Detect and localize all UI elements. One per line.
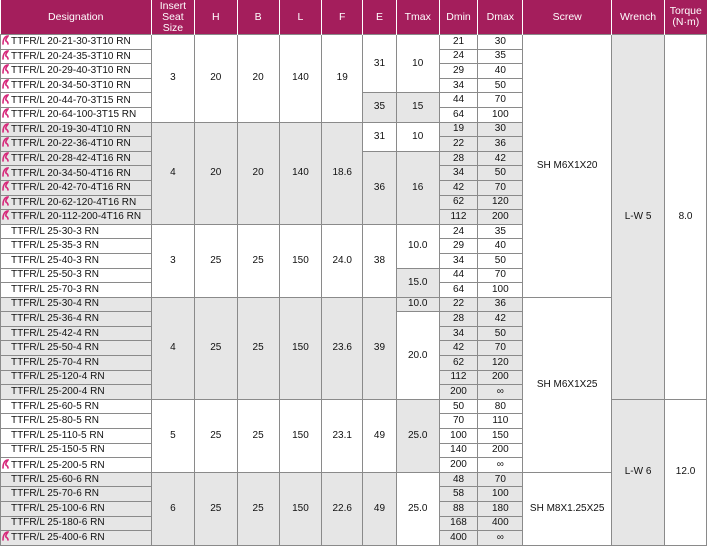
- tmax-cell: 16: [396, 151, 439, 224]
- dmax-cell: 42: [478, 151, 523, 166]
- designation-label: TTFR/L 20-34-50-4T16 RN: [11, 167, 131, 179]
- dmin-cell: 34: [439, 78, 478, 93]
- dmax-cell: 50: [478, 253, 523, 268]
- h-cell: 25: [194, 399, 237, 472]
- dmax-cell: 120: [478, 356, 523, 371]
- dmin-cell: 29: [439, 64, 478, 79]
- dmin-cell: 400: [439, 531, 478, 546]
- dmin-cell: 88: [439, 502, 478, 517]
- designation-cell: [1, 210, 152, 225]
- designation-cell: [1, 472, 152, 487]
- designation-cell: [1, 502, 152, 517]
- dmin-cell: 22: [439, 297, 478, 312]
- dmax-cell: 100: [478, 487, 523, 502]
- l-cell: 150: [279, 297, 322, 399]
- designation-cell: [1, 268, 152, 283]
- designation-cell: [1, 399, 152, 414]
- designation-label: TTFR/L 20-44-70-3T15 RN: [11, 94, 131, 106]
- torque-cell: 12.0: [665, 399, 707, 545]
- new-product-mark-icon: [2, 459, 9, 469]
- header-f: F: [322, 0, 363, 35]
- table-row: [1, 35, 707, 50]
- h-cell: 25: [194, 224, 237, 297]
- designation-label: TTFR/L 25-42-4 RN: [11, 327, 99, 339]
- designation-label: TTFR/L 20-29-40-3T10 RN: [11, 65, 131, 77]
- dmin-cell: 168: [439, 516, 478, 531]
- designation-cell: [1, 195, 152, 210]
- insert-seat-size-cell: 3: [151, 224, 194, 297]
- dmin-cell: 100: [439, 429, 478, 444]
- tmax-cell: 10.0: [396, 224, 439, 268]
- new-product-mark-icon: [2, 210, 9, 220]
- designation-cell: [1, 49, 152, 64]
- designation-label: TTFR/L 20-21-30-3T10 RN: [11, 36, 131, 48]
- tmax-cell: 15: [396, 93, 439, 122]
- designation-cell: [1, 443, 152, 458]
- l-cell: 150: [279, 472, 322, 545]
- dmax-cell: 35: [478, 49, 523, 64]
- table-row: [1, 472, 707, 487]
- new-product-mark-icon: [2, 181, 9, 191]
- new-product-mark-icon: [2, 94, 9, 104]
- header-wrench: Wrench: [612, 0, 665, 35]
- dmax-cell: ∞: [478, 531, 523, 546]
- designation-cell: [1, 239, 152, 254]
- designation-label: TTFR/L 25-60-6 RN: [11, 473, 99, 485]
- designation-cell: [1, 297, 152, 312]
- designation-label: TTFR/L 25-200-5 RN: [11, 459, 105, 471]
- designation-label: TTFR/L 25-30-3 RN: [11, 225, 99, 237]
- h-cell: 25: [194, 297, 237, 399]
- tmax-cell: 25.0: [396, 399, 439, 472]
- designation-cell: [1, 356, 152, 371]
- tmax-cell: 20.0: [396, 312, 439, 400]
- designation-label: TTFR/L 25-110-5 RN: [11, 429, 104, 441]
- header-screw: Screw: [523, 0, 612, 35]
- dmin-cell: 24: [439, 49, 478, 64]
- dmax-cell: 50: [478, 326, 523, 341]
- dmin-cell: 200: [439, 385, 478, 400]
- e-cell: 31: [363, 35, 397, 93]
- designation-label: TTFR/L 25-35-3 RN: [11, 240, 99, 252]
- dmin-cell: 28: [439, 151, 478, 166]
- l-cell: 140: [279, 122, 322, 224]
- new-product-mark-icon: [2, 167, 9, 177]
- dmax-cell: 180: [478, 502, 523, 517]
- dmax-cell: 110: [478, 414, 523, 429]
- dmax-cell: 70: [478, 180, 523, 195]
- designation-cell: [1, 312, 152, 327]
- designation-label: TTFR/L 20-34-50-3T10 RN: [11, 80, 131, 92]
- dmin-cell: 50: [439, 399, 478, 414]
- dmax-cell: 70: [478, 93, 523, 108]
- e-cell: 36: [363, 151, 397, 224]
- dmax-cell: 36: [478, 297, 523, 312]
- dmax-cell: 40: [478, 64, 523, 79]
- new-product-mark-icon: [2, 531, 9, 541]
- dmin-cell: 62: [439, 356, 478, 371]
- dmax-cell: ∞: [478, 458, 523, 473]
- dmin-cell: 64: [439, 283, 478, 298]
- dmin-cell: 44: [439, 268, 478, 283]
- designation-cell: [1, 180, 152, 195]
- designation-cell: [1, 370, 152, 385]
- new-product-mark-icon: [2, 123, 9, 133]
- b-cell: 20: [237, 122, 279, 224]
- new-product-mark-icon: [2, 196, 9, 206]
- header-h: H: [194, 0, 237, 35]
- dmax-cell: 400: [478, 516, 523, 531]
- dmax-cell: 70: [478, 341, 523, 356]
- screw-cell: SH M6X1X20: [523, 35, 612, 298]
- l-cell: 150: [279, 224, 322, 297]
- designation-cell: [1, 253, 152, 268]
- designation-label: TTFR/L 20-64-100-3T15 RN: [11, 109, 137, 121]
- tmax-cell: 10: [396, 35, 439, 93]
- insert-seat-size-cell: 3: [151, 35, 194, 123]
- designation-label: TTFR/L 25-36-4 RN: [11, 313, 99, 325]
- header-torque: Torque (N·m): [665, 0, 707, 35]
- designation-cell: [1, 414, 152, 429]
- designation-label: TTFR/L 20-19-30-4T10 RN: [11, 123, 131, 135]
- designation-cell: [1, 283, 152, 298]
- f-cell: 24.0: [322, 224, 363, 297]
- new-product-mark-icon: [2, 137, 9, 147]
- designation-cell: [1, 531, 152, 546]
- designation-cell: [1, 64, 152, 79]
- wrench-cell: L-W 6: [612, 399, 665, 545]
- h-cell: 20: [194, 35, 237, 123]
- dmax-cell: 50: [478, 166, 523, 181]
- b-cell: 25: [237, 399, 279, 472]
- dmin-cell: 70: [439, 414, 478, 429]
- b-cell: 20: [237, 35, 279, 123]
- designation-label: TTFR/L 25-60-5 RN: [11, 400, 99, 412]
- f-cell: 23.6: [322, 297, 363, 399]
- header-insert-seat-size: Insert Seat Size: [151, 0, 194, 35]
- h-cell: 20: [194, 122, 237, 224]
- dmin-cell: 42: [439, 180, 478, 195]
- designation-label: TTFR/L 25-180-6 RN: [11, 517, 105, 529]
- tmax-cell: 10.0: [396, 297, 439, 312]
- f-cell: 19: [322, 35, 363, 123]
- wrench-cell: L-W 5: [612, 35, 665, 400]
- dmin-cell: 29: [439, 239, 478, 254]
- header-tmax: Tmax: [396, 0, 439, 35]
- designation-label: TTFR/L 20-28-42-4T16 RN: [11, 153, 131, 165]
- designation-cell: [1, 166, 152, 181]
- designation-cell: [1, 224, 152, 239]
- designation-label: TTFR/L 25-100-6 RN: [11, 502, 105, 514]
- dmin-cell: 42: [439, 341, 478, 356]
- b-cell: 25: [237, 224, 279, 297]
- designation-cell: [1, 326, 152, 341]
- dmax-cell: 200: [478, 443, 523, 458]
- designation-label: TTFR/L 20-22-36-4T10 RN: [11, 138, 131, 150]
- designation-cell: [1, 429, 152, 444]
- header-dmin: Dmin: [439, 0, 478, 35]
- tmax-cell: 25.0: [396, 472, 439, 545]
- dmin-cell: 140: [439, 443, 478, 458]
- dmin-cell: 34: [439, 253, 478, 268]
- dmin-cell: 24: [439, 224, 478, 239]
- dmax-cell: 30: [478, 122, 523, 137]
- designation-cell: [1, 122, 152, 137]
- insert-seat-size-cell: 5: [151, 399, 194, 472]
- designation-label: TTFR/L 25-70-3 RN: [11, 283, 99, 295]
- new-product-mark-icon: [2, 64, 9, 74]
- dmax-cell: 100: [478, 283, 523, 298]
- dmax-cell: 36: [478, 137, 523, 152]
- dmax-cell: 150: [478, 429, 523, 444]
- tmax-cell: 15.0: [396, 268, 439, 297]
- dmin-cell: 22: [439, 137, 478, 152]
- new-product-mark-icon: [2, 108, 9, 118]
- dmax-cell: 100: [478, 107, 523, 122]
- designation-label: TTFR/L 25-50-4 RN: [11, 342, 99, 354]
- dmin-cell: 200: [439, 458, 478, 473]
- screw-cell: SH M8X1.25X25: [523, 472, 612, 545]
- designation-cell: [1, 78, 152, 93]
- dmin-cell: 112: [439, 210, 478, 225]
- header-l: L: [279, 0, 322, 35]
- f-cell: 23.1: [322, 399, 363, 472]
- designation-label: TTFR/L 25-50-3 RN: [11, 269, 99, 281]
- dmax-cell: 30: [478, 35, 523, 50]
- dmin-cell: 34: [439, 166, 478, 181]
- torque-cell: 8.0: [665, 35, 707, 400]
- header-dmax: Dmax: [478, 0, 523, 35]
- designation-cell: [1, 341, 152, 356]
- designation-label: TTFR/L 25-400-6 RN: [11, 532, 105, 544]
- new-product-mark-icon: [2, 79, 9, 89]
- designation-cell: [1, 137, 152, 152]
- dmax-cell: ∞: [478, 385, 523, 400]
- designation-cell: [1, 93, 152, 108]
- dmin-cell: 112: [439, 370, 478, 385]
- new-product-mark-icon: [2, 50, 9, 60]
- designation-label: TTFR/L 25-200-4 RN: [11, 386, 105, 398]
- dmax-cell: 50: [478, 78, 523, 93]
- designation-cell: [1, 107, 152, 122]
- table-row: [1, 297, 707, 312]
- dmin-cell: 19: [439, 122, 478, 137]
- dmin-cell: 64: [439, 107, 478, 122]
- insert-seat-size-cell: 6: [151, 472, 194, 545]
- header-designation: Designation: [1, 0, 152, 35]
- header-row: [1, 0, 707, 35]
- e-cell: 38: [363, 224, 397, 297]
- b-cell: 25: [237, 472, 279, 545]
- dmin-cell: 62: [439, 195, 478, 210]
- dmax-cell: 40: [478, 239, 523, 254]
- dmax-cell: 200: [478, 370, 523, 385]
- designation-cell: [1, 487, 152, 502]
- designation-label: TTFR/L 25-40-3 RN: [11, 254, 99, 266]
- dmin-cell: 21: [439, 35, 478, 50]
- b-cell: 25: [237, 297, 279, 399]
- insert-seat-size-cell: 4: [151, 297, 194, 399]
- designation-label: TTFR/L 20-112-200-4T16 RN: [11, 211, 142, 223]
- new-product-mark-icon: [2, 35, 9, 45]
- designation-label: TTFR/L 25-80-5 RN: [11, 415, 99, 427]
- dmax-cell: 80: [478, 399, 523, 414]
- designation-label: TTFR/L 25-150-5 RN: [11, 444, 105, 456]
- dmin-cell: 48: [439, 472, 478, 487]
- header-b: B: [237, 0, 279, 35]
- insert-seat-size-cell: 4: [151, 122, 194, 224]
- dmax-cell: 42: [478, 312, 523, 327]
- designation-cell: [1, 516, 152, 531]
- designation-label: TTFR/L 25-70-4 RN: [11, 356, 99, 368]
- dmax-cell: 35: [478, 224, 523, 239]
- designation-cell: [1, 458, 152, 473]
- dmax-cell: 200: [478, 210, 523, 225]
- e-cell: 35: [363, 93, 397, 122]
- dmax-cell: 120: [478, 195, 523, 210]
- dmin-cell: 44: [439, 93, 478, 108]
- dmin-cell: 34: [439, 326, 478, 341]
- designation-cell: [1, 385, 152, 400]
- l-cell: 150: [279, 399, 322, 472]
- e-cell: 49: [363, 399, 397, 472]
- dmin-cell: 58: [439, 487, 478, 502]
- designation-label: TTFR/L 20-62-120-4T16 RN: [11, 196, 137, 208]
- header-e: E: [363, 0, 397, 35]
- h-cell: 25: [194, 472, 237, 545]
- l-cell: 140: [279, 35, 322, 123]
- e-cell: 49: [363, 472, 397, 545]
- screw-cell: SH M6X1X25: [523, 297, 612, 472]
- designation-cell: [1, 151, 152, 166]
- new-product-mark-icon: [2, 152, 9, 162]
- dmax-cell: 70: [478, 472, 523, 487]
- f-cell: 18.6: [322, 122, 363, 224]
- f-cell: 22.6: [322, 472, 363, 545]
- e-cell: 39: [363, 297, 397, 399]
- designation-label: TTFR/L 20-24-35-3T10 RN: [11, 50, 131, 62]
- designation-label: TTFR/L 25-30-4 RN: [11, 298, 99, 310]
- designation-label: TTFR/L 20-42-70-4T16 RN: [11, 182, 131, 194]
- dmin-cell: 28: [439, 312, 478, 327]
- designation-label: TTFR/L 25-70-6 RN: [11, 488, 99, 500]
- designation-cell: [1, 35, 152, 50]
- designation-label: TTFR/L 25-120-4 RN: [11, 371, 105, 383]
- tmax-cell: 10: [396, 122, 439, 151]
- e-cell: 31: [363, 122, 397, 151]
- dmax-cell: 70: [478, 268, 523, 283]
